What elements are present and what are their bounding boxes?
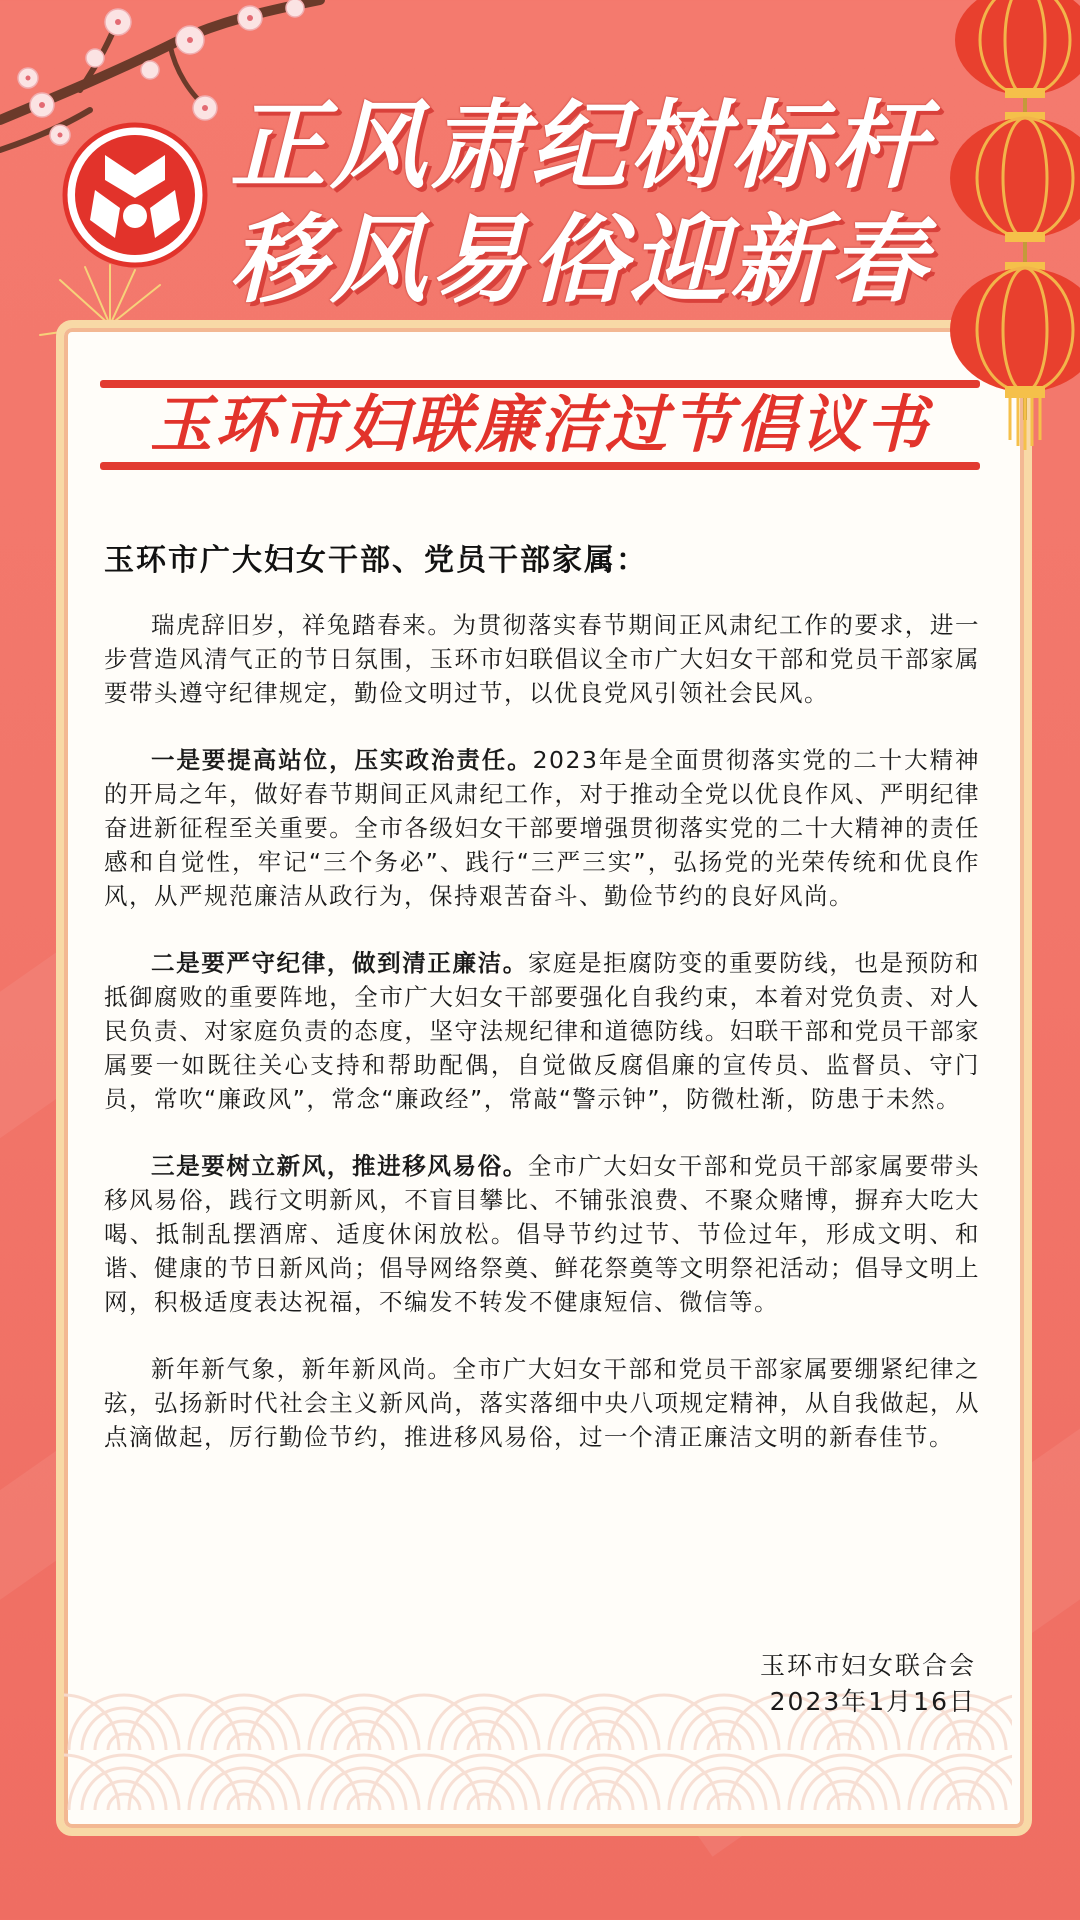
header-title-line-1: 正风肃纪树标杆 (230, 90, 930, 202)
heading-rule-bottom (100, 462, 980, 470)
proposal-heading: 玉环市妇联廉洁过节倡议书 (149, 388, 930, 461)
paragraph-point-3 (104, 1149, 980, 1319)
proposal-body (104, 608, 980, 1487)
point-2-heading: 二是要严守纪律，做到清正廉洁。 (151, 949, 528, 977)
point-2-text: 家庭是拒腐防变的重要防线，也是预防和抵御腐败的重要阵地，全市广大妇女干部要强化自我约束，本着对党负责、对人民负责、对家庭负责的态度，坚守法规纪律和道德防线。妇联干部和党员干部家属要一如既往关心支持和帮助配偶，自觉做反腐倡廉的宣传员、监督员、守门员，常吹“廉政风”，常念“廉政经”，常敲“警示钟”，防微杜渐，防患于未然。 (104, 949, 980, 1113)
point-1-text: 2023年是全面贯彻落实党的二十大精神的开局之年，做好春节期间正风肃纪工作，对于推动全党以优良作风、严明纪律奋进新征程至关重要。全市各级妇女干部要增强贯彻落实党的二十大精神的责任感和自觉性，牢记“三个务必”、践行“三严三实”，弘扬党的光荣传统和优良作风，从严规范廉洁从政行为，保持艰苦奋斗、勤俭节约的良好风尚。 (104, 746, 980, 910)
paragraph-point-1 (104, 743, 980, 913)
paragraph-closing: 新年新气象，新年新风尚。全市广大妇女干部和党员干部家属要绷紧纪律之弦，弘扬新时代社会主义新风尚，落实落细中央八项规定精神，从自我做起，从点滴做起，厉行勤俭节约，推进移风易俗，过一个清正廉洁文明的新春佳节。 (104, 1355, 980, 1451)
signature-date: 2023年1月16日 (769, 1687, 976, 1716)
header-title-line-2: 移风易俗迎新春 (230, 204, 930, 316)
heading-rule-top (100, 380, 980, 388)
proposal-heading-bar (100, 380, 980, 470)
signature-organization: 玉环市妇女联合会 (759, 1651, 976, 1680)
point-3-heading: 三是要树立新风，推进移风易俗。 (151, 1152, 528, 1180)
womens-federation-emblem (60, 120, 210, 270)
paragraph-intro: 瑞虎辞旧岁，祥兔踏春来。为贯彻落实春节期间正风肃纪工作的要求，进一步营造风清气正的节日氛围，玉环市妇联倡议全市广大妇女干部和党员干部家属要带头遵守纪律规定，勤俭文明过节，以优良党风引领社会民风。 (104, 611, 980, 707)
point-1-heading: 一是要提高站位，压实政治责任。 (151, 746, 533, 774)
greeting: 玉环市广大妇女干部、党员干部家属： (104, 543, 648, 578)
paragraph-point-2 (104, 946, 980, 1116)
point-3-text: 全市广大妇女干部和党员干部家属要带头移风易俗，践行文明新风，不盲目攀比、不铺张浪费、不聚众赌博，摒弃大吃大喝、抵制乱摆酒席、适度休闲放松。倡导节约过节、节俭过年，形成文明、和谐、健康的节日新风尚；倡导网络祭奠、鲜花祭奠等文明祭祀活动；倡导文明上网，积极适度表达祝福，不编发不转发不健康短信、微信等。 (104, 1152, 980, 1316)
